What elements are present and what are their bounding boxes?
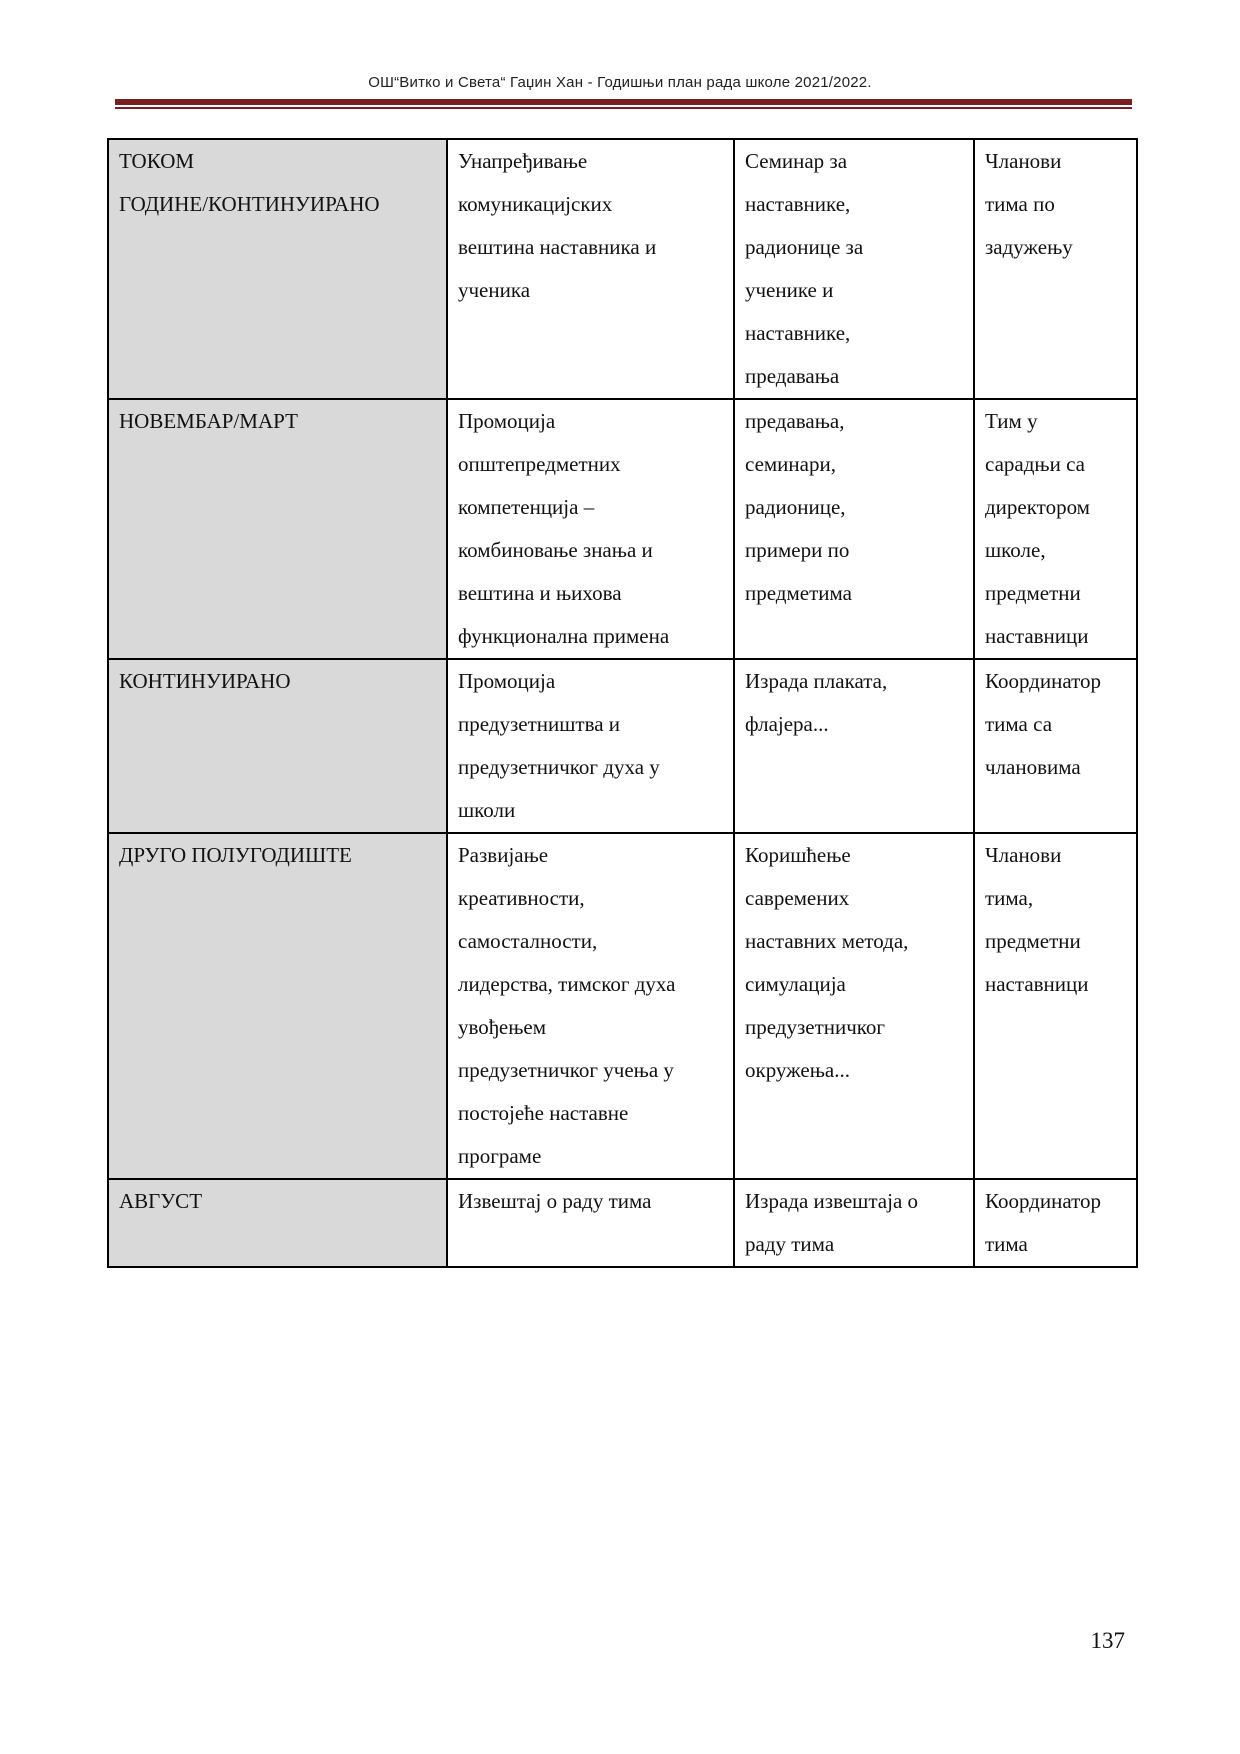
table-row — [108, 833, 1137, 1179]
activity-cell: Извештај о раду тима — [447, 1179, 734, 1267]
period-cell: АВГУСТ — [108, 1179, 447, 1267]
method-cell: Израда плаката, флајера... — [734, 659, 974, 833]
activity-cell: Унапређивање комуникацијских вештина наставника и ученика — [447, 139, 734, 399]
activity-cell: Промоција предузетништва и предузетничког духа у школи — [447, 659, 734, 833]
method-cell: Семинар за наставнике, радионице за ученике и наставнике, предавања — [734, 139, 974, 399]
activity-cell: Развијање креативности, самосталности, лидерства, тимског духа увођењем предузетничког учења у постојеће наставне програме — [447, 833, 734, 1179]
table-row — [108, 659, 1137, 833]
header-rule-thick — [115, 99, 1132, 105]
method-cell: Израда извештаја о раду тима — [734, 1179, 974, 1267]
page-number: 137 — [1090, 1628, 1125, 1653]
period-cell: НОВЕМБАР/МАРТ — [108, 399, 447, 659]
responsible-cell: Чланови тима по задужењу — [974, 139, 1137, 399]
table-row — [108, 399, 1137, 659]
responsible-cell: Координатор тима — [974, 1179, 1137, 1267]
responsible-cell: Тим у сарадњи са директором школе, предметни наставници — [974, 399, 1137, 659]
period-cell: ТОКОМ ГОДИНЕ/КОНТИНУИРАНО — [108, 139, 447, 399]
activity-cell: Промоција општепредметних компетенција – комбиновање знања и вештина и њихова функционална примена — [447, 399, 734, 659]
plan-table — [107, 138, 1138, 1268]
period-cell: КОНТИНУИРАНО — [108, 659, 447, 833]
method-cell: предавања, семинари, радионице, примери по предметима — [734, 399, 974, 659]
responsible-cell: Чланови тима, предметни наставници — [974, 833, 1137, 1179]
page-header-title: ОШ“Витко и Света“ Гаџин Хан - Годишњи план рада школе 2021/2022. — [368, 74, 872, 91]
responsible-cell: Координатор тима са члановима — [974, 659, 1137, 833]
table-row — [108, 139, 1137, 399]
period-cell: ДРУГО ПОЛУГОДИШТЕ — [108, 833, 447, 1179]
table-row — [108, 1179, 1137, 1267]
method-cell: Коришћење савремених наставних метода, симулација предузетничког окружења... — [734, 833, 974, 1179]
header-rule-thin — [115, 107, 1132, 109]
